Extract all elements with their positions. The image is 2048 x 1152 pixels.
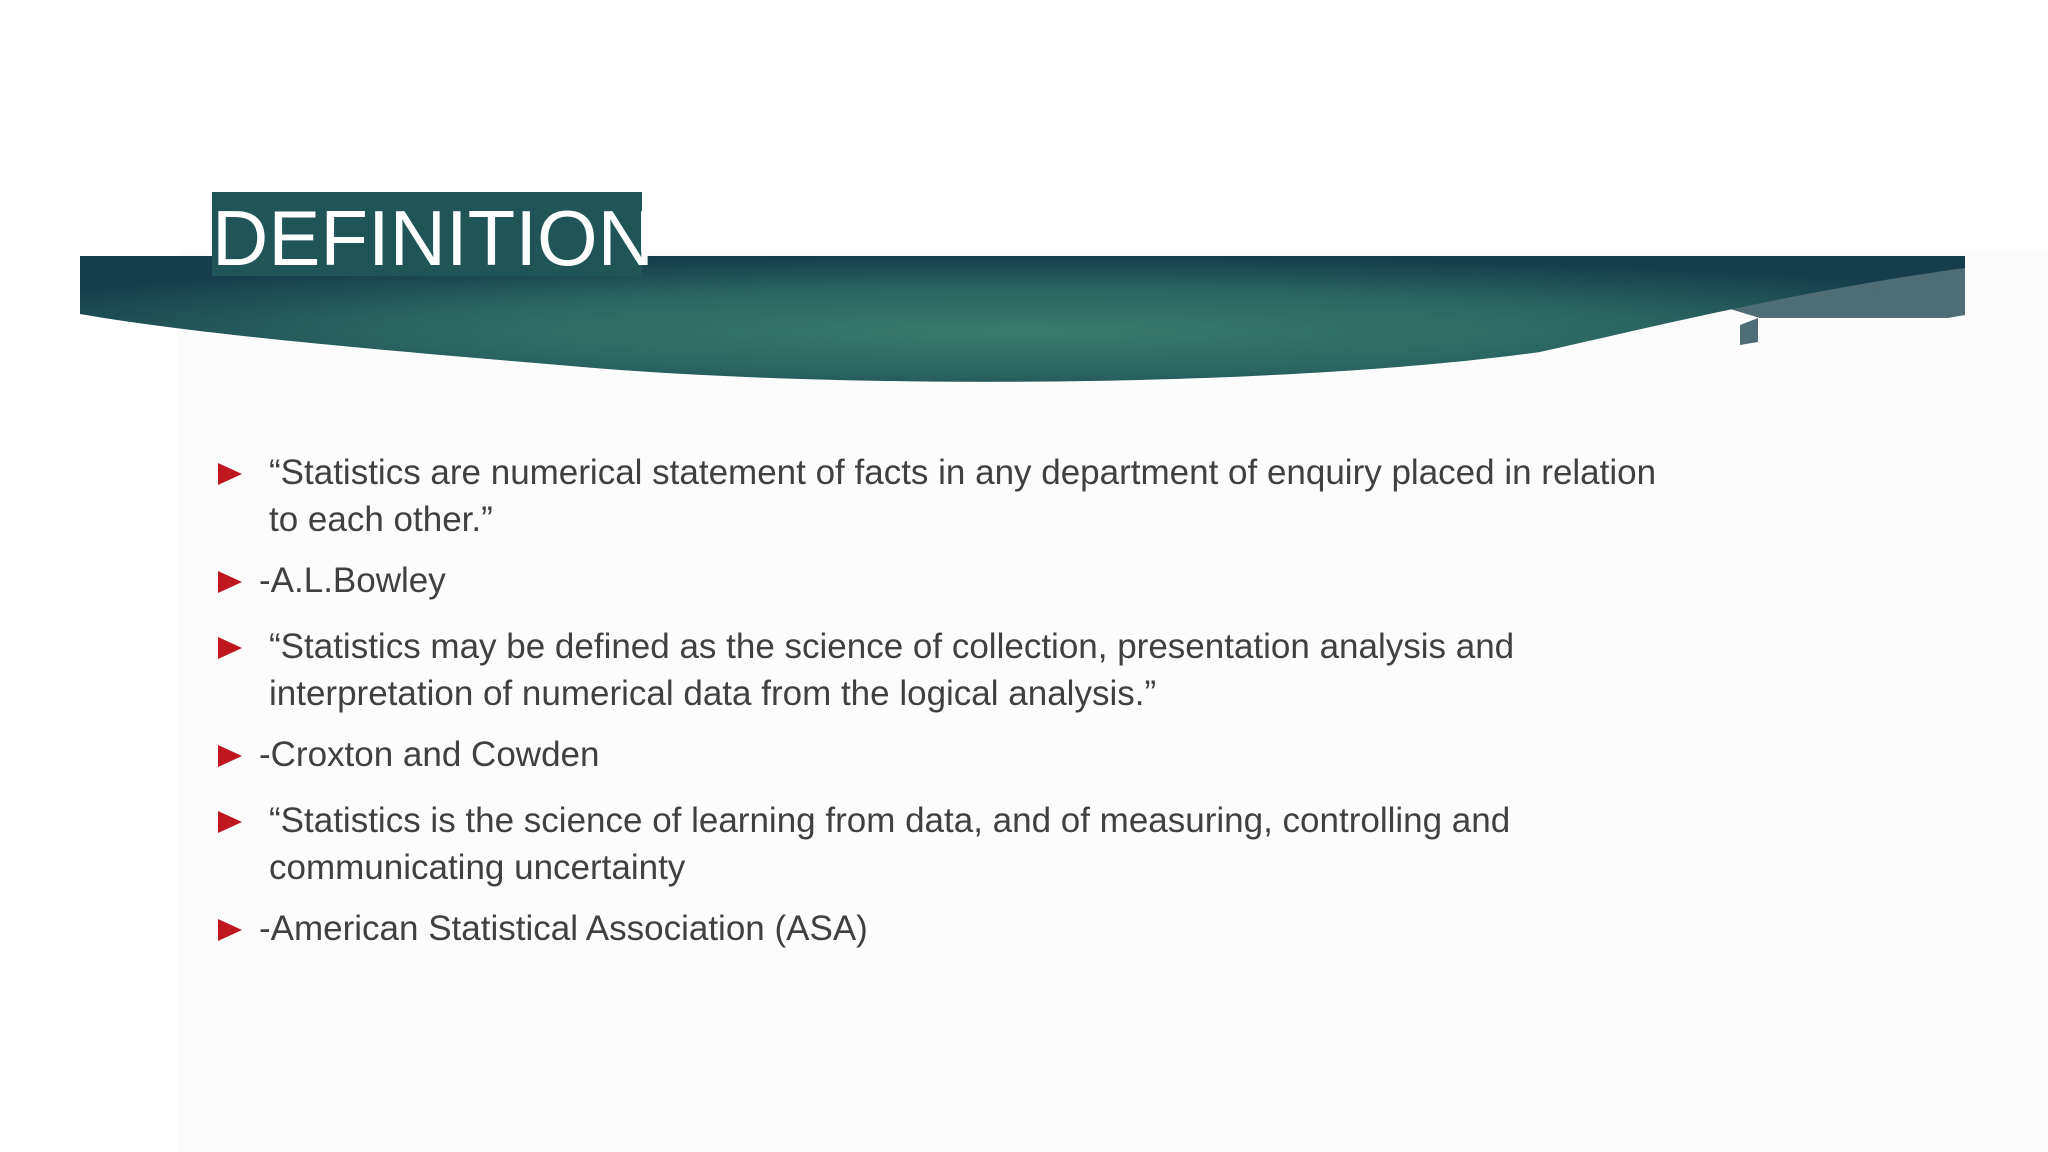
definition-quote: “Statistics is the science of learning from data, and of measuring, controlling and communicating uncertainty bbox=[269, 801, 1511, 887]
list-item bbox=[214, 557, 1674, 604]
banner-accent-shape bbox=[1740, 318, 1758, 345]
list-item bbox=[214, 623, 1674, 717]
triangle-right-icon bbox=[218, 463, 242, 485]
list-item bbox=[214, 797, 1674, 891]
slide-title: DEFINITION bbox=[212, 194, 654, 282]
definition-quote: “Statistics are numerical statement of facts in any department of enquiry placed in relation to each other.” bbox=[269, 453, 1657, 539]
triangle-right-icon bbox=[218, 919, 242, 941]
list-item bbox=[214, 905, 1674, 952]
triangle-right-icon bbox=[218, 637, 242, 659]
triangle-right-icon bbox=[218, 571, 242, 593]
list-item bbox=[214, 731, 1674, 778]
triangle-right-icon bbox=[218, 745, 242, 767]
definition-author: -Croxton and Cowden bbox=[259, 735, 600, 774]
definition-author: -American Statistical Association (ASA) bbox=[259, 909, 868, 948]
list-item bbox=[214, 449, 1674, 543]
definition-quote: “Statistics may be defined as the science of collection, presentation analysis and interpretation of numerical data from the logical analysis.” bbox=[269, 627, 1515, 713]
definition-author: -A.L.Bowley bbox=[259, 561, 446, 600]
triangle-right-icon bbox=[218, 811, 242, 833]
